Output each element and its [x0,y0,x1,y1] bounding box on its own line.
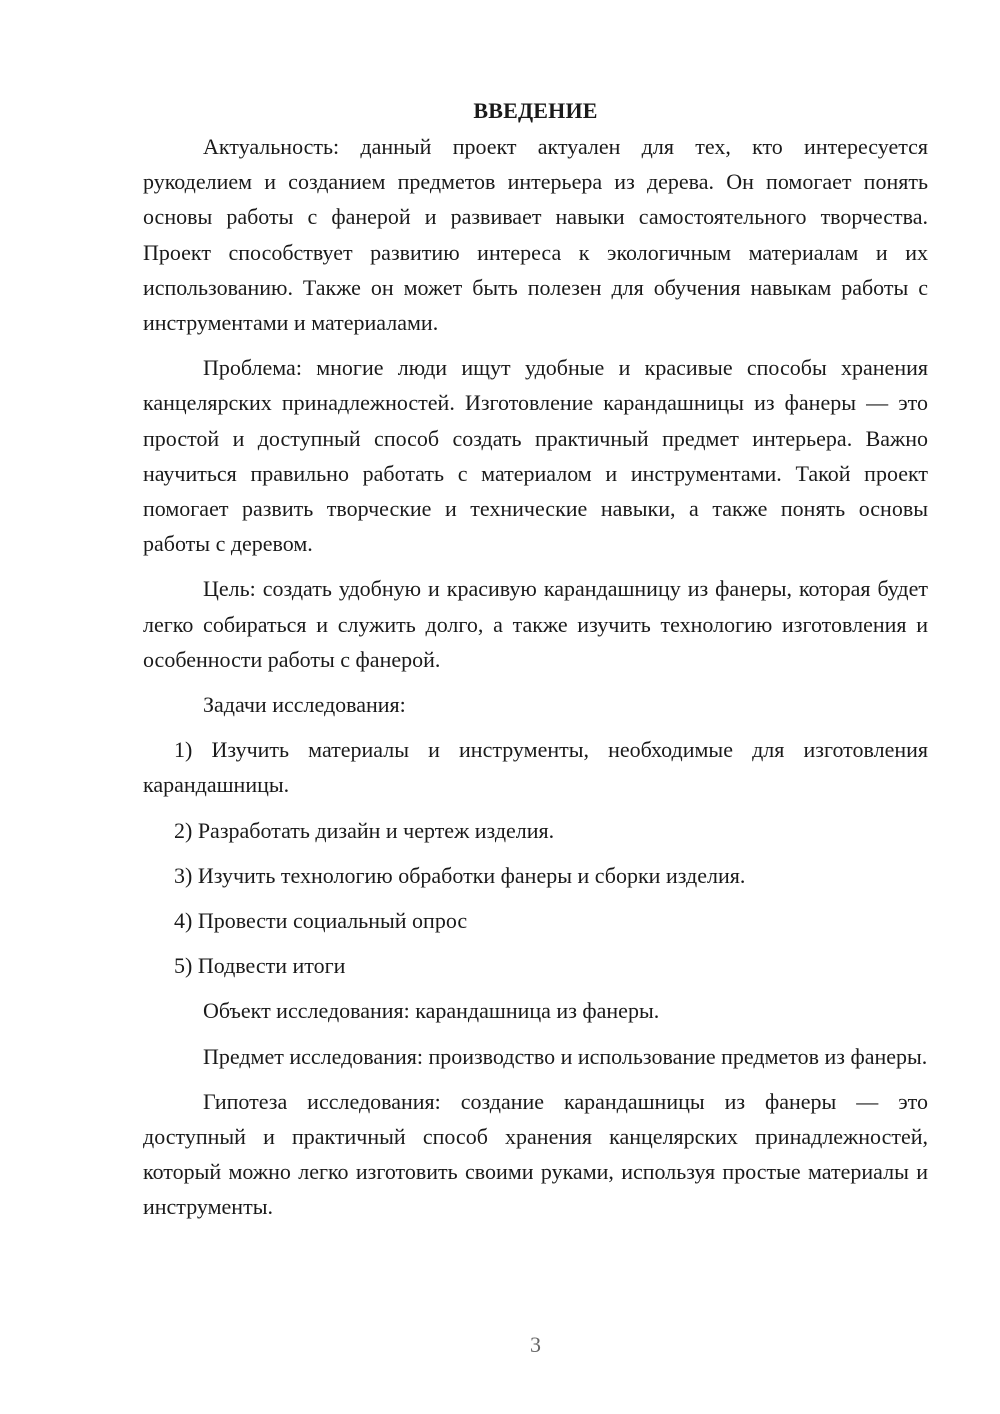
task-item-5: 5) Подвести итоги [174,953,346,979]
relevance-paragraph: Актуальность: данный проект актуален для тех, кто интересуется рукоделием и созданием предметов интерьера из дерева. Он помогает понять основы работы с фанерой и развивает навыки самостоятельного творчества. Проект способствует развитию интереса к экологичным материалам и их использованию. Также он может быть полезен для обучения навыкам работы с инструментами и материалами. [143,134,928,336]
task-item-2: 2) Разработать дизайн и чертеж изделия. [174,817,555,843]
goal-paragraph: Цель: создать удобную и красивую карандашницу из фанеры, которая будет легко собираться и служить долго, а также изучить технологию изготовления и особенности работы с фанерой. [143,576,928,672]
tasks-heading: Задачи исследования: [203,692,406,718]
problem-paragraph: Проблема: многие люди ищут удобные и красивые способы хранения канцелярских принадлежностей. Изготовление карандашницы из фанеры — это простой и доступный способ создать практичный предмет интерьера. Важно научиться правильно работать с материалом и инструментами. Такой проект помогает развить творческие и технические навыки, а также понять основы работы с деревом. [143,355,928,557]
task-item-4: 4) Провести социальный опрос [174,908,468,934]
subject-paragraph: Предмет исследования: производство и использование предметов из фанеры. [203,1043,928,1069]
document-page [143,93,928,1235]
hypothesis-paragraph: Гипотеза исследования: создание карандашницы из фанеры — это доступный и практичный способ хранения канцелярских принадлежностей, который можно легко изготовить своими руками, используя простые материалы и инструменты. [143,1088,928,1220]
task-item-3: 3) Изучить технологию обработки фанеры и сборки изделия. [174,862,746,888]
object-paragraph: Объект исследования: карандашница из фанеры. [203,998,660,1024]
page-number: 3 [530,1332,541,1357]
document-title: ВВЕДЕНИЕ [473,98,598,123]
task-item-1: 1) Изучить материалы и инструменты, необходимые для изготовления карандашницы. [143,737,928,798]
